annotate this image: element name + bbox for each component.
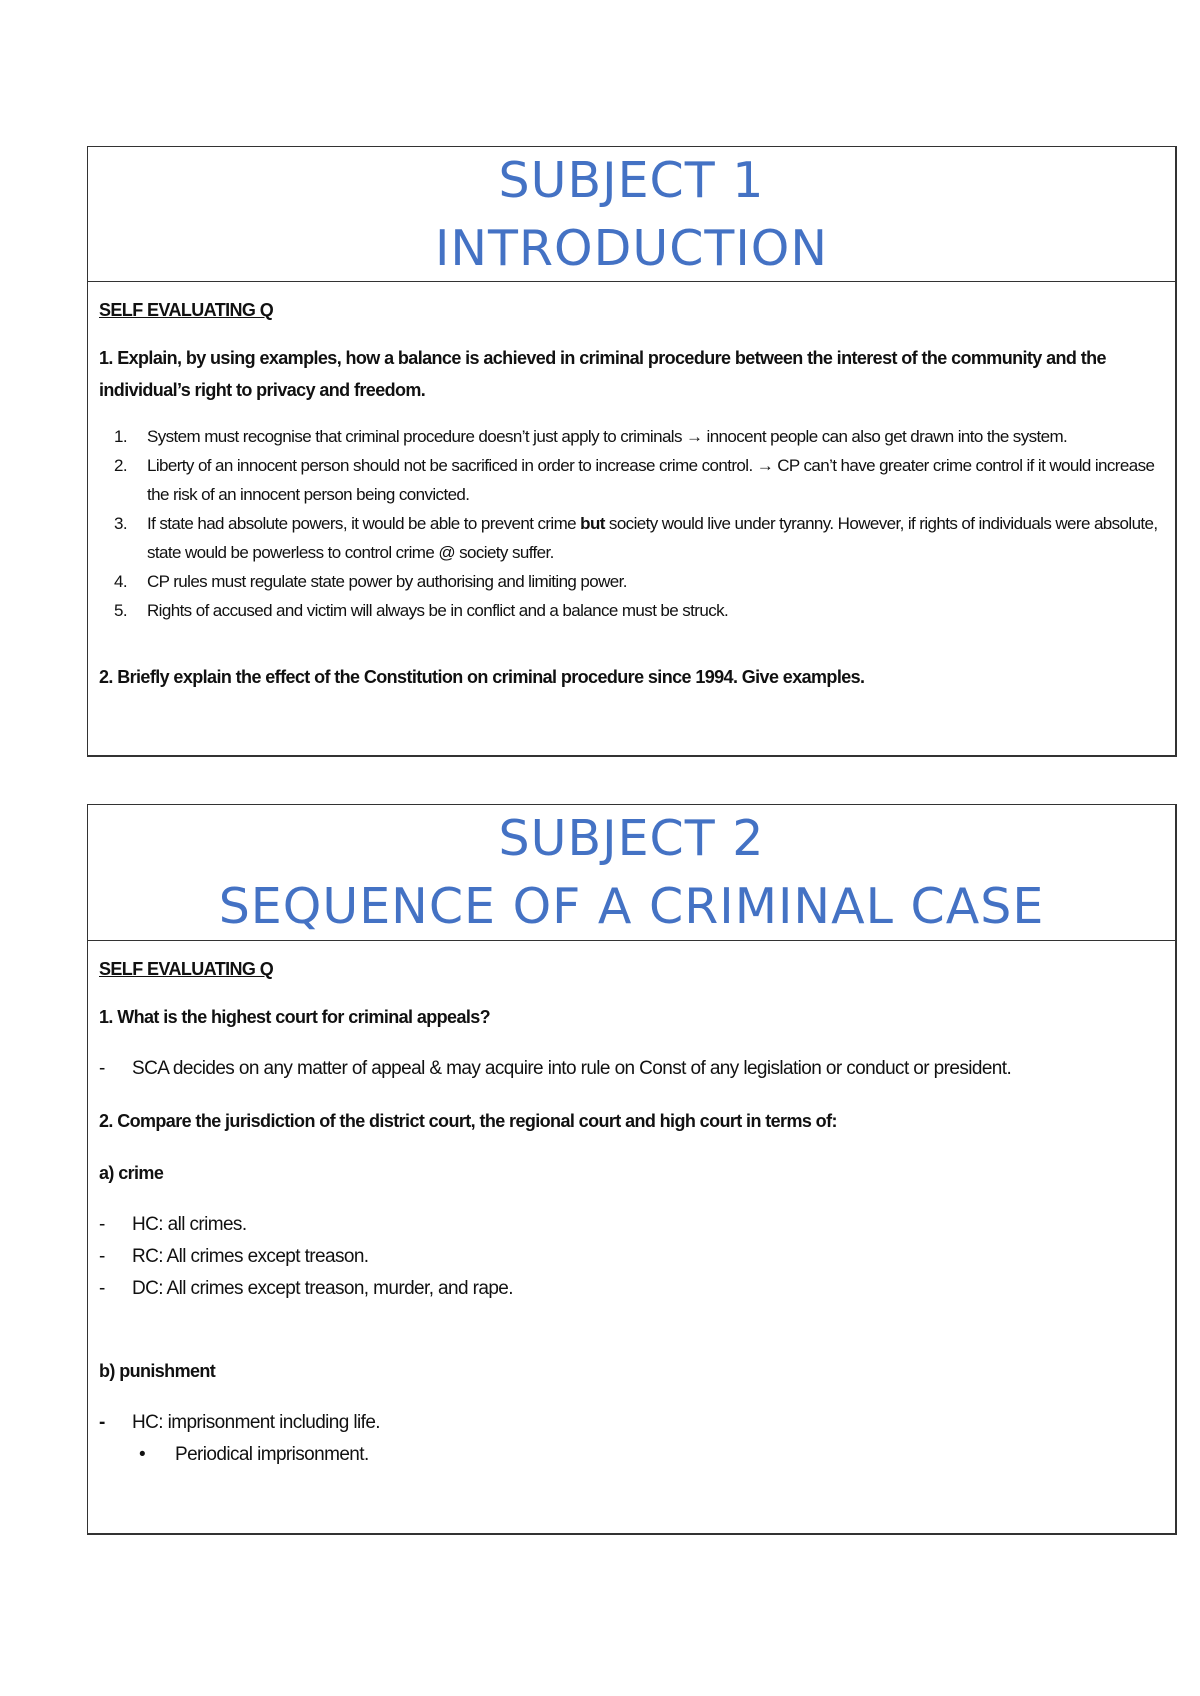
list-item: 5. Rights of accused and victim will always be in conflict and a balance must be struck. xyxy=(114,601,729,620)
question-2: 2. Briefly explain the effect of the Constitution on criminal procedure since 1994. Give examples. xyxy=(99,667,865,687)
subject-1-body xyxy=(88,282,1175,693)
sub-list-item: • Periodical imprisonment. xyxy=(99,1439,1164,1471)
part-b-list xyxy=(99,1407,1164,1471)
section-label: SELF EVALUATING Q xyxy=(99,959,274,979)
subject-1-title: INTRODUCTION xyxy=(434,220,829,277)
part-b-label: b) punishment xyxy=(99,1361,216,1381)
list-item: 3. If state had absolute powers, it would be able to prevent crime but society would live under tyranny. However, if rights of individuals were absolute, state would be powerless to control crime @ society suffer. xyxy=(114,514,1158,562)
subject-2-table xyxy=(87,804,1177,1535)
subject-2-header xyxy=(88,805,1175,941)
subject-2-body xyxy=(88,941,1175,1471)
answer-list xyxy=(99,422,1164,625)
subject-1-table xyxy=(87,146,1177,757)
list-item: - DC: All crimes except treason, murder, and rape. xyxy=(99,1278,513,1299)
list-item: 2. Liberty of an innocent person should not be sacrificed in order to increase crime control. → CP can’t have greater crime control if it would increase the risk of an innocent person being convicted. xyxy=(114,456,1155,504)
part-a-label: a) crime xyxy=(99,1163,164,1183)
part-a-list xyxy=(99,1209,1164,1305)
list-item: 1. System must recognise that criminal procedure doesn’t just apply to criminals → innocent people can also get drawn into the system. xyxy=(114,427,1068,446)
list-item: - RC: All crimes except treason. xyxy=(99,1246,369,1267)
question-2: 2. Compare the jurisdiction of the district court, the regional court and high court in terms of: xyxy=(99,1111,837,1131)
list-item: 4. CP rules must regulate state power by authorising and limiting power. xyxy=(114,572,627,591)
answer-item: - SCA decides on any matter of appeal & may acquire into rule on Const of any legislation or conduct or president. xyxy=(99,1058,1012,1079)
list-item: - HC: all crimes. xyxy=(99,1214,247,1235)
question-1: 1. What is the highest court for criminal appeals? xyxy=(99,1007,491,1027)
subject-2-title: SEQUENCE OF A CRIMINAL CASE xyxy=(218,878,1045,935)
question-1: 1. Explain, by using examples, how a balance is achieved in criminal procedure between the interest of the community and the individual’s right to privacy and freedom. xyxy=(99,348,1106,400)
bullet-icon: • xyxy=(139,1444,146,1465)
subject-1-number: SUBJECT 1 xyxy=(498,152,765,209)
section-label: SELF EVALUATING Q xyxy=(99,300,274,320)
subject-2-number: SUBJECT 2 xyxy=(498,810,765,867)
list-item: - HC: imprisonment including life. xyxy=(99,1412,380,1433)
subject-1-header xyxy=(88,147,1175,282)
